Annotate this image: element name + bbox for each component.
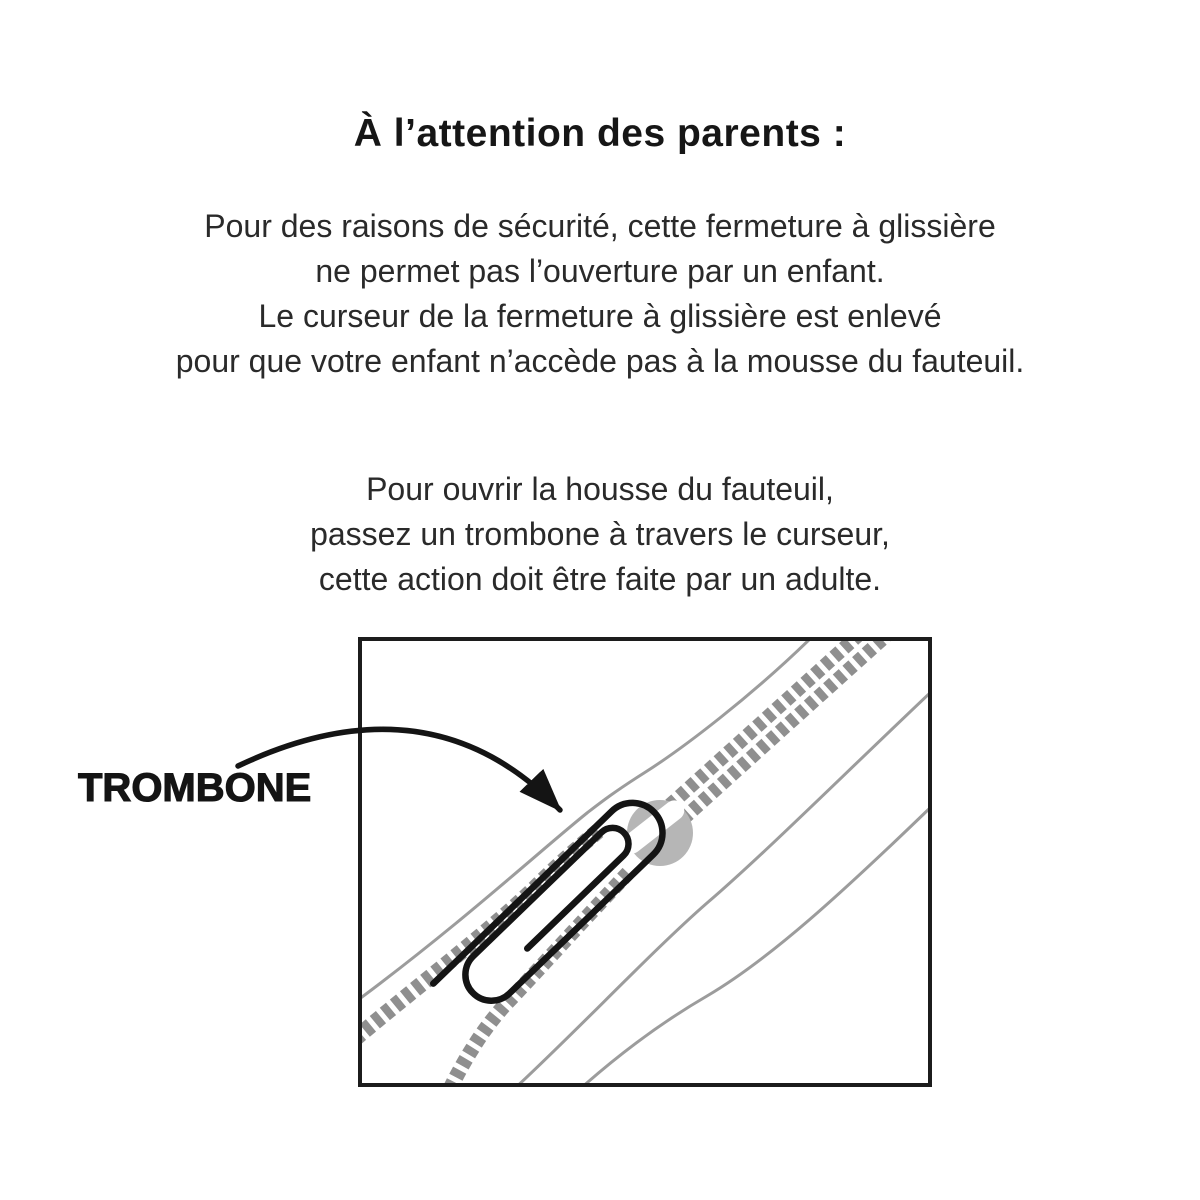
trombone-label: TROMBONE — [78, 766, 312, 810]
safety-line: Le curseur de la fermeture à glissière est enlevé — [258, 298, 942, 334]
instruction-line: cette action doit être faite par un adulte. — [318, 561, 882, 597]
page-title: À l’attention des parents : — [353, 112, 847, 155]
instruction-paragraph — [0, 467, 1200, 602]
safety-line: Pour des raisons de sécurité, cette fermeture à glissière — [204, 208, 996, 244]
upper-tape-line — [362, 641, 814, 1003]
zipper-illustration-frame — [358, 637, 932, 1087]
zipper-with-paperclip-diagram — [362, 641, 928, 1083]
safety-paragraph — [0, 204, 1200, 384]
safety-line: ne permet pas l’ouverture par un enfant. — [315, 253, 885, 289]
safety-line: pour que votre enfant n’accède pas à la mousse du fauteuil. — [175, 343, 1025, 379]
instruction-line: passez un trombone à travers le curseur, — [310, 516, 890, 552]
lower-tape-inner-line — [512, 691, 928, 1083]
instruction-line: Pour ouvrir la housse du fauteuil, — [366, 471, 834, 507]
zipper-teeth-closed-row — [683, 641, 887, 819]
